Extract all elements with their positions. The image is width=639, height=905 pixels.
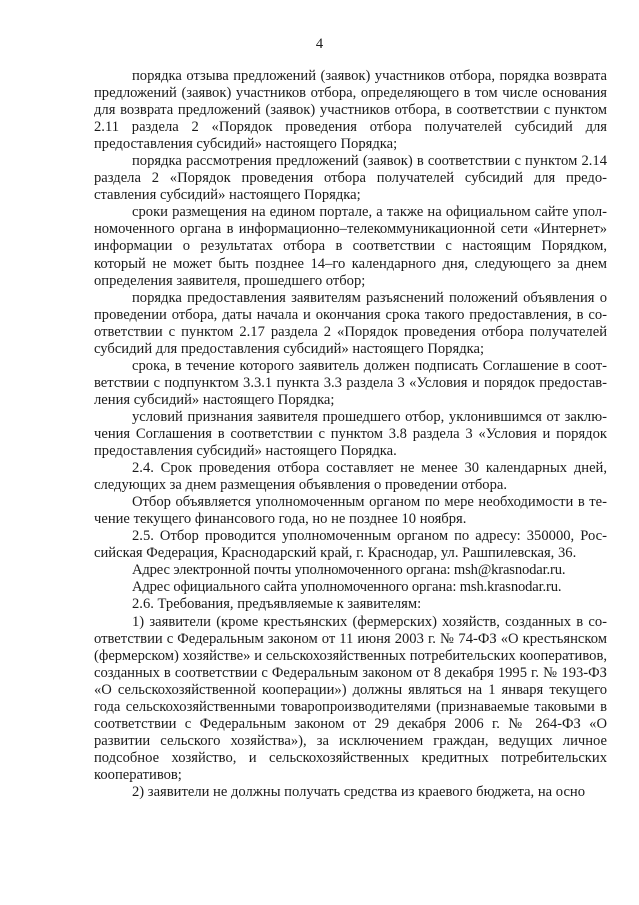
paragraph-evasion-conditions: условий признания заявителя прошедшего отбор, уклонившимся от заключения Соглашения в соответствии с пунктом 3.8 раздела 3 «Условия и порядок предоставления субсидий» настоящего Порядка.	[94, 408, 607, 460]
paragraph-withdrawal-order: порядка отзыва предложений (заявок) участников отбора, порядка возврата предложений (заявок) участников отбора, определяющего в том числе основания для возврата предложений (заявок) участников отбора, в соответствии с пунктом 2.11 раздела 2 «Порядок проведения отбора получателей субсидий для предоставления субсидий» настоящего Порядка;	[94, 68, 607, 153]
paragraph-selection-announcement: Отбор объявляется уполномоченным органом по мере необходимости в течение текущего финансового года, но не позднее 10 ноября.	[94, 494, 607, 528]
paragraph-2-6-requirements: 2.6. Требования, предъявляемые к заявителям:	[132, 596, 422, 613]
paragraph-clarifications: порядка предоставления заявителям разъяснений положений объявления о проведении отбора, даты начала и окончания срока такого предоставления, в соответствии с пунктом 2.17 раздела 2 «Порядок проведения отбора получателей субсидий для предоставления субсидий» настоящего Порядка;	[94, 289, 607, 357]
page-number: 4	[315, 36, 324, 52]
paragraph-2-4-selection-period: 2.4. Срок проведения отбора составляет не менее 30 календарных дней, следующих за днем размещения объявления о проведении отбора.	[94, 460, 607, 494]
paragraph-2-5-address: 2.5. Отбор проводится уполномоченным органом по адресу: 350000, Российская Федерация, Краснодарский край, г. Краснодар, ул. Рашпилевская, 36.	[94, 528, 607, 562]
paragraph-agreement-term: срока, в течение которого заявитель должен подписать Соглашение в соответствии с подпунктом 3.3.1 пункта 3.3 раздела 3 «Условия и порядок предоставления субсидий» настоящего Порядка;	[94, 357, 607, 408]
paragraph-requirement-2: 2) заявители не должны получать средства из краевого бюджета, на осно	[132, 783, 586, 800]
paragraph-publication-terms: сроки размещения на едином портале, а также на официальном сайте уполномоченного органа в информационно–телекоммуникационной сети «Интернет» информации о результатах отбора в соответствии с настоящим Порядком, который не может быть позднее 14–го календарного дня, следующего за днем определения заявителя, прошедшего отбор;	[94, 204, 607, 289]
document-body	[94, 68, 607, 801]
paragraph-review-order: порядка рассмотрения предложений (заявок) в соответствии с пунктом 2.14 раздела 2 «Порядок проведения отбора получателей субсидий для предоставления субсидий» настоящего Порядка;	[94, 153, 607, 204]
paragraph-requirement-1: 1) заявители (кроме крестьянских (фермерских) хозяйств, созданных в соответствии с Федеральным законом от 11 июня 2003 г. № 74-ФЗ «О крестьянском (фермерском) хозяйстве» и сельскохозяйственных потребительских кооперативов, созданных в соответствии с Федеральным законом от 8 декабря 1995 г. № 193-ФЗ «О сельскохозяйственной кооперации») должны являться на 1 января текущего года сельскохозяйственными товаропроизводителями (признаваемые таковыми в соответствии с Федеральным законом от 29 декабря 2006 г. № 264-ФЗ «О развитии сельского хозяйства»), за исключением граждан, ведущих личное подсобное хозяйство, и сельскохозяйственных кредитных потребительских кооперативов;	[94, 613, 607, 783]
paragraph-website-address: Адрес официального сайта уполномоченного органа: msh.krasnodar.ru.	[132, 579, 562, 596]
paragraph-email-address: Адрес электронной почты уполномоченного органа: msh@krasnodar.ru.	[132, 562, 566, 579]
